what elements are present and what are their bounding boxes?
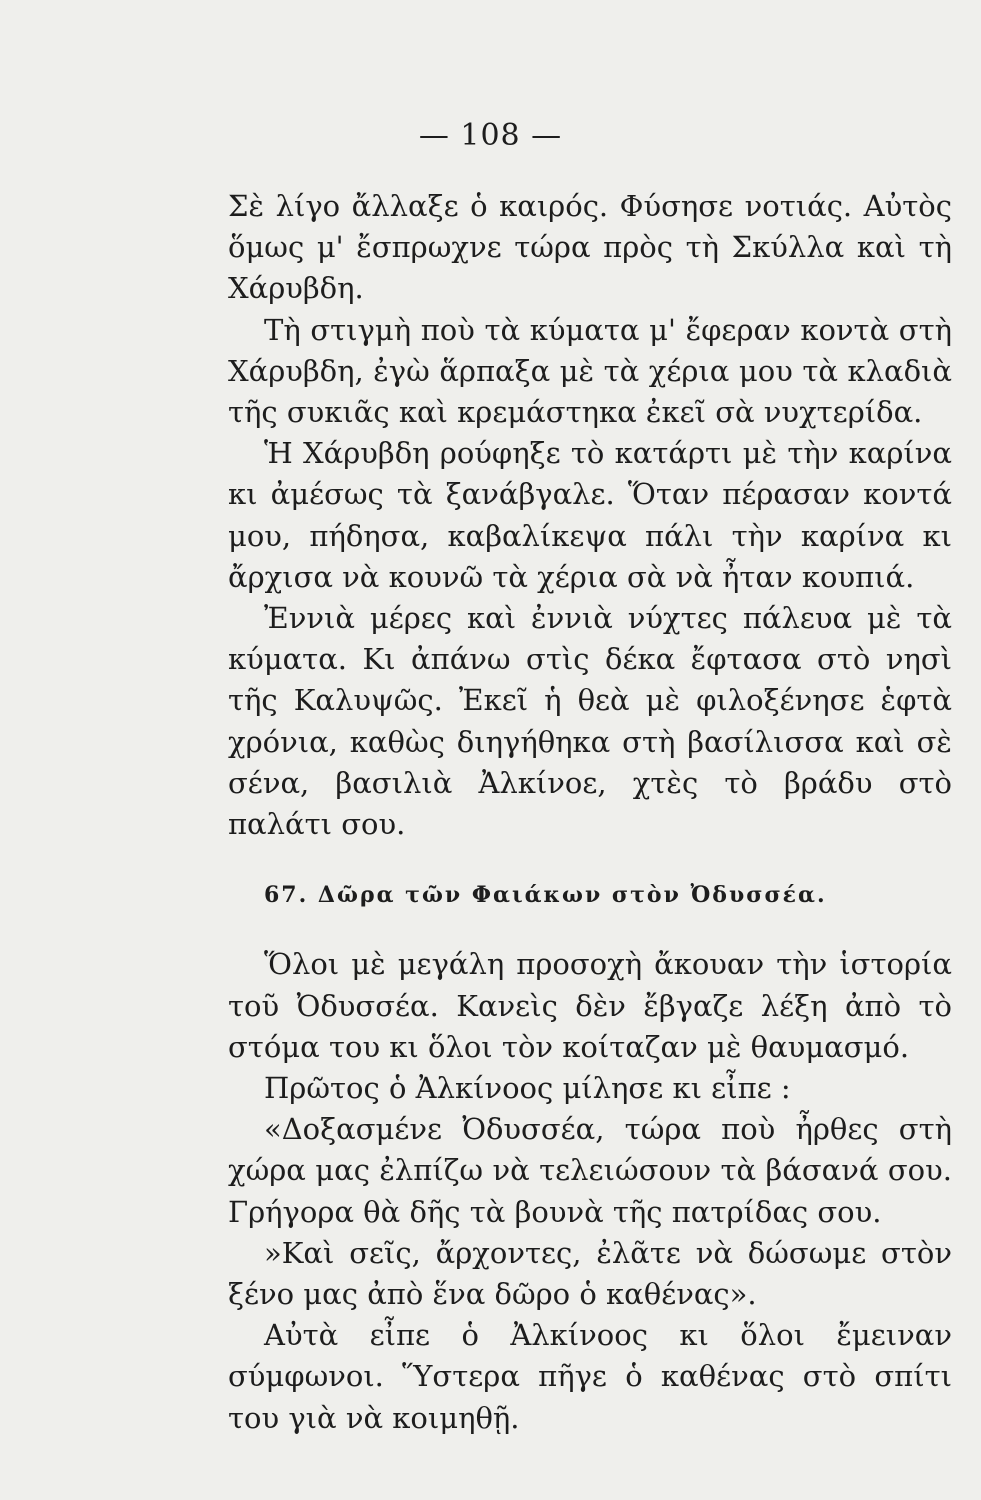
paragraph: «Δοξασμένε Ὀδυσσέα, τώρα ποὺ ἦρθες στὴ χώρα μας ἐλπίζω νὰ τελειώσουν τὰ βάσανά σου. Γρήγορα θὰ δῆς τὰ βουνὰ τῆς πατρίδας σου. — [228, 1112, 952, 1229]
paragraph: Πρῶτος ὁ Ἀλκίνοος μίλησε κι εἶπε : — [264, 1071, 791, 1106]
paragraph: Ἡ Χάρυβδη ρούφηξε τὸ κατάρτι μὲ τὴν καρίνα κι ἀμέσως τὰ ξανάβγαλε. Ὅταν πέρασαν κοντά μου, πήδησα, καβαλίκεψα πάλι τὴν καρίνα κι ἄρχισα νὰ κουνῶ τὰ χέρια σὰ νὰ ἦταν κουπιά. — [228, 436, 952, 594]
page-text — [228, 186, 952, 1439]
section-heading: 67. Δῶρα τῶν Φαιάκων στὸν Ὀδυσσέα. — [264, 882, 827, 909]
paragraph: Σὲ λίγο ἄλλαξε ὁ καιρός. Φύσησε νοτιάς. Αὐτὸς ὅμως μ' ἔσπρωχνε τώρα πρὸς τὴ Σκύλλα καὶ τὴ Χάρυβδη. — [228, 189, 952, 306]
paragraph: Τὴ στιγμὴ ποὺ τὰ κύματα μ' ἔφεραν κοντὰ στὴ Χάρυβδη, ἐγὼ ἅρπαξα μὲ τὰ χέρια μου τὰ κλαδιὰ τῆς συκιᾶς καὶ κρεμάστηκα ἐκεῖ σὰ νυχτερίδα. — [228, 312, 952, 430]
paragraph: Ἐννιὰ μέρες καὶ ἐννιὰ νύχτες πάλευα μὲ τὰ κύματα. Κι ἀπάνω στὶς δέκα ἔφτασα στὸ νησὶ τῆς Καλυψῶς. Ἐκεῖ ἡ θεὰ μὲ φιλοξένησε ἑφτὰ χρόνια, καθὼς διηγήθηκα στὴ βασίλισσα καὶ σὲ σένα, βασιλιὰ Ἀλκίνοε, χτὲς τὸ βράδυ στὸ παλάτι σου. — [228, 601, 952, 842]
page-number: — 108 — — [418, 118, 563, 153]
paragraph: Αὐτὰ εἶπε ὁ Ἀλκίνοος κι ὅλοι ἔμειναν σύμφωνοι. Ὕστερα πῆγε ὁ καθένας στὸ σπίτι του γιὰ νὰ κοιμηθῇ. — [228, 1318, 952, 1435]
paragraph: Ὅλοι μὲ μεγάλη προσοχὴ ἄκουαν τὴν ἱστορία τοῦ Ὀδυσσέα. Κανεὶς δὲν ἔβγαζε λέξη ἀπὸ τὸ στόμα του κι ὅλοι τὸν κοίταζαν μὲ θαυμασμό. — [228, 947, 952, 1064]
paragraph: »Καὶ σεῖς, ἄρχοντες, ἐλᾶτε νὰ δώσωμε στὸν ξένο μας ἀπὸ ἕνα δῶρο ὁ καθένας». — [228, 1235, 952, 1312]
